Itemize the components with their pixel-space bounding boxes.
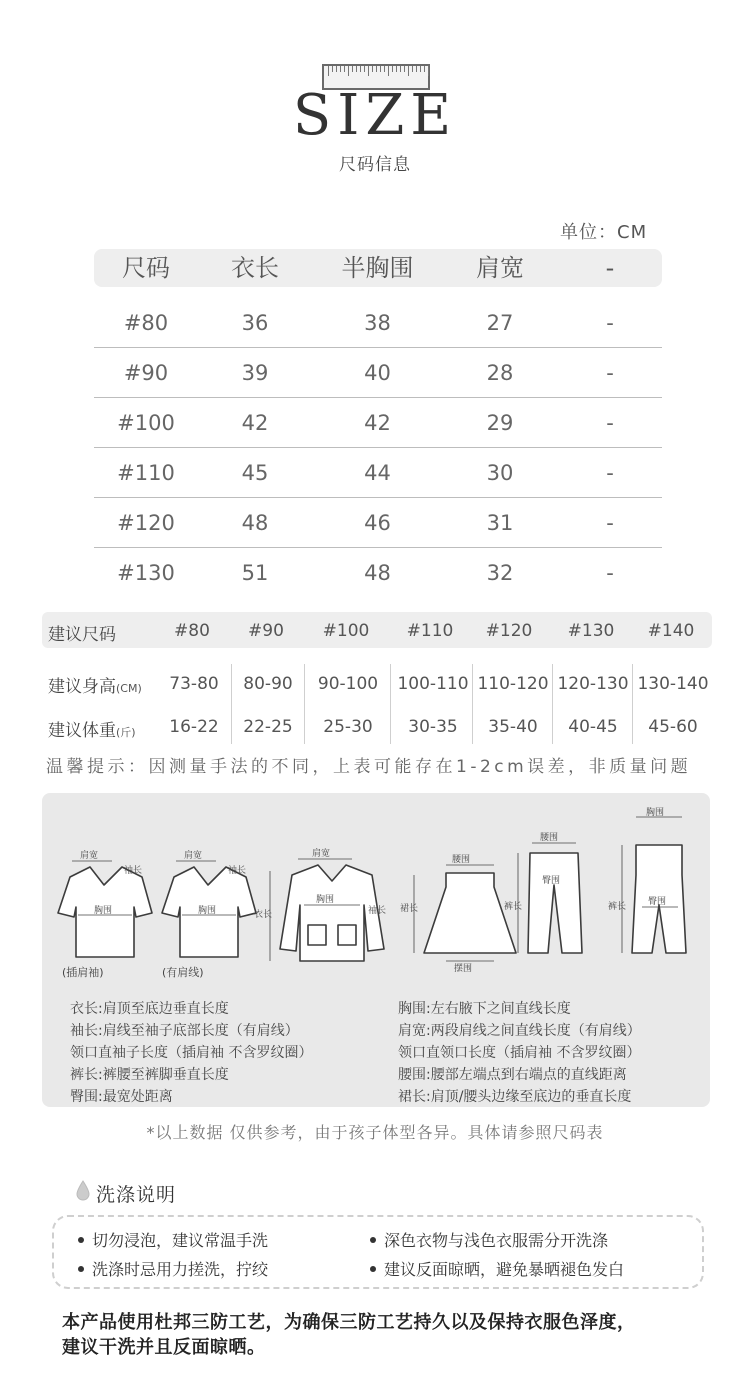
definition-item: 袖长:肩线至袖子底部长度（有肩线） [70,1023,299,1039]
label-overalls-length: 裤长 [608,902,627,912]
wash-item-text: 建议反面晾晒，避免暴晒褪色发白 [384,1260,625,1279]
suggested-size: #90 [248,621,284,641]
table-cell: 42 [241,411,269,435]
suggested-size: #120 [485,621,533,641]
weight-value: 22-25 [243,717,293,737]
measurement-tip: 温馨提示：因测量手法的不同，上表可能存在1-2cm误差，非质量问题 [46,757,692,777]
ruler-tick [384,66,385,72]
table-cell: 40 [364,361,391,385]
ruler-tick [416,66,417,72]
label-hem: 摆围 [454,964,473,974]
ruler-tick [332,66,333,72]
unit-label: 单位：CM [560,222,648,243]
height-unit: (CM) [116,682,142,695]
ruler-tick [352,66,353,72]
column-divider [304,664,305,744]
height-value: 130-140 [637,674,709,694]
definition-item: 臀围:最宽处距离 [70,1089,173,1105]
table-cell: - [606,311,614,335]
weight-label [48,716,136,741]
bullet-icon [78,1237,84,1243]
header-half-chest: 半胸围 [341,254,414,282]
ruler-tick [424,66,425,72]
ruler-tick [328,66,329,76]
weight-value: 16-22 [169,717,219,737]
wash-title: 洗涤说明 [96,1184,177,1206]
size-title: SIZE [292,83,458,148]
weight-value: 30-35 [408,717,458,737]
label-sleeve-2: 袖长 [228,866,247,876]
jacket-pocket-right [338,925,356,945]
label-skirt-length: 裙长 [400,904,419,914]
ruler-tick [364,66,365,72]
ruler-tick [336,66,337,72]
label-hip-overalls: 臀围 [648,897,667,907]
table-cell: #80 [123,311,169,335]
table-cell: 45 [241,461,269,485]
label-hip: 臀围 [542,876,561,886]
caption-shoulder: (有肩线) [162,966,204,979]
weight-label-text: 建议体重 [48,721,116,741]
table-cell: 48 [364,561,391,585]
water-drop-icon [76,1180,90,1202]
skirt-icon [424,873,516,953]
height-value: 110-120 [477,674,549,694]
ruler-tick [344,66,345,72]
ruler-tick [380,66,381,72]
ruler-tick [356,66,357,72]
table-cell: 48 [241,511,269,535]
wash-item-text: 切勿浸泡，建议常温手洗 [92,1231,269,1250]
table-cell: #130 [117,561,175,585]
ruler-tick [428,66,429,76]
height-value: 73-80 [169,674,219,694]
bottom-text-line: 建议干洗并且反面晾晒。 [62,1337,266,1358]
label-sleeve-1: 袖长 [124,866,143,876]
table-cell: #110 [117,461,175,485]
column-divider [390,664,391,744]
table-cell: 38 [364,311,391,335]
table-cell: 29 [486,411,514,435]
definition-item: 领口直领口长度（插肩袖 不含罗纹圈） [398,1045,641,1061]
bullet-icon [370,1266,376,1272]
ruler-tick [340,66,341,72]
table-cell: - [606,561,614,585]
ruler-tick [376,66,377,72]
bullet-icon [370,1237,376,1243]
garment-diagrams [42,805,710,990]
ruler-tick [400,66,401,72]
table-cell: 28 [486,361,514,385]
table-cell: 27 [486,311,514,335]
ruler-tick [404,66,405,72]
ruler-tick [408,66,409,76]
label-shoulder-3: 肩宽 [312,849,331,859]
table-cell: 30 [486,461,514,485]
label-chest-overalls: 胸围 [646,808,665,818]
height-value: 80-90 [243,674,293,694]
ruler-tick [396,66,397,72]
definition-item: 裙长:肩顶/腰头边缘至底边的垂直长度 [398,1089,632,1105]
weight-value: 40-45 [568,717,618,737]
header-empty: - [605,254,615,282]
label-chest-3: 胸围 [316,895,335,905]
header-size: 尺码 [122,254,170,282]
suggested-size: #100 [322,621,370,641]
caption-raglan: (插肩袖) [62,966,104,979]
wash-item-text: 深色衣物与浅色衣服需分开洗涤 [384,1231,609,1250]
jacket-pocket-left [308,925,326,945]
column-divider [632,664,633,744]
height-value: 100-110 [397,674,469,694]
ruler-tick [360,66,361,72]
label-pants-length: 裤长 [504,902,523,912]
ruler-tick [412,66,413,72]
column-divider [231,664,232,744]
bottom-text-line: 本产品使用杜邦三防工艺，为确保三防工艺持久以及保持衣服色泽度， [62,1312,636,1333]
height-value: 120-130 [557,674,629,694]
suggested-size: #80 [174,621,210,641]
table-cell: 36 [241,311,269,335]
height-label-text: 建议身高 [48,677,116,697]
column-divider [472,664,473,744]
definition-item: 胸围:左右腋下之间直线长度 [398,1001,571,1017]
label-waist-skirt: 腰围 [452,855,471,865]
weight-value: 35-40 [488,717,538,737]
table-cell: - [606,461,614,485]
table-cell: - [606,361,614,385]
label-chest-2: 胸围 [198,906,217,916]
table-cell: 31 [486,511,514,535]
table-cell: 46 [364,511,391,535]
definition-item: 领口直袖子长度（插肩袖 不含罗纹圈） [70,1045,313,1061]
height-label [48,672,142,697]
ruler-tick [388,66,389,76]
bullet-icon [78,1266,84,1272]
definition-item: 衣长:肩顶至底边垂直长度 [70,1001,229,1017]
suggestion-size-label: 建议尺码 [48,625,116,645]
table-cell: - [606,411,614,435]
height-value: 90-100 [317,674,379,694]
wash-item [370,1257,624,1280]
table-cell: 44 [364,461,391,485]
definition-item: 肩宽:两段肩线之间直线长度（有肩线） [398,1023,641,1039]
reference-note: *以上数据 仅供参考，由于孩子体型各异。具体请参照尺码表 [146,1123,604,1142]
label-shoulder-2: 肩宽 [184,851,203,861]
header-shoulder: 肩宽 [476,254,524,282]
header-length: 衣长 [231,254,279,282]
suggested-size: #110 [406,621,454,641]
ruler-tick [392,66,393,72]
wash-item [370,1228,608,1251]
table-cell: #120 [117,511,175,535]
label-waist-pants: 腰围 [540,833,559,843]
table-cell: #100 [117,411,175,435]
table-cell: 32 [486,561,514,585]
wash-item [78,1228,268,1251]
wash-item [78,1257,268,1280]
table-cell: #90 [123,361,169,385]
label-chest-1: 胸围 [94,906,113,916]
weight-unit: (斤) [116,726,136,739]
table-cell: 42 [364,411,391,435]
size-subtitle: 尺码信息 [339,155,411,175]
label-length: 衣长 [254,910,273,920]
suggested-size: #140 [647,621,695,641]
weight-value: 25-30 [323,717,373,737]
ruler-tick [348,66,349,76]
definition-item: 裤长:裤腰至裤脚垂直长度 [70,1067,229,1083]
label-sleeve-3: 袖长 [368,906,387,916]
ruler-tick [368,66,369,76]
suggested-size: #130 [567,621,615,641]
definition-item: 腰围:腰部左端点到右端点的直线距离 [398,1067,627,1083]
table-cell: - [606,511,614,535]
pants-icon [528,853,582,953]
weight-value: 45-60 [648,717,698,737]
ruler-tick [420,66,421,72]
table-cell: 51 [241,561,269,585]
table-cell: 39 [241,361,269,385]
wash-item-text: 洗涤时忌用力搓洗，拧绞 [92,1260,269,1279]
ruler-tick [372,66,373,72]
column-divider [552,664,553,744]
label-shoulder-1: 肩宽 [80,851,99,861]
